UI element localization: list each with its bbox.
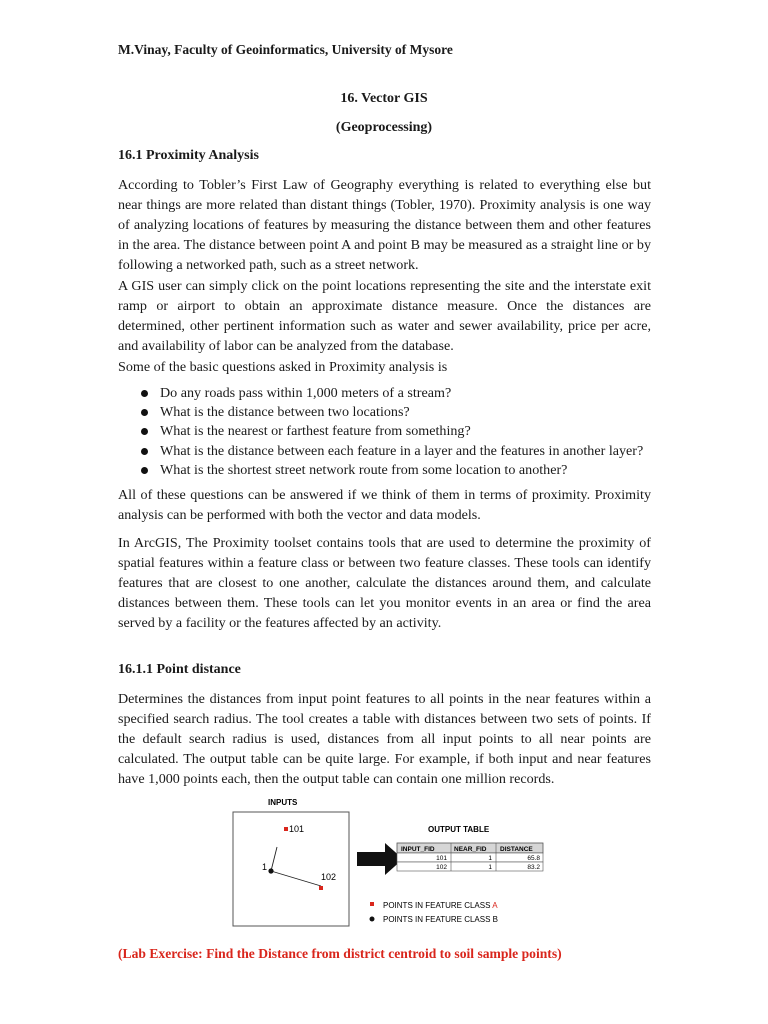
class-a-point-101 (284, 827, 288, 831)
table-cell: 1 (488, 855, 492, 862)
inputs-label: INPUTS (268, 798, 298, 807)
point-101-label: 101 (289, 824, 305, 834)
paragraph-point-distance: Determines the distances from input point features to all points in the near features within a specified search radius. The tool creates a table with distances between two sets of points. If the default search radius is used, distances from all input points to all near points are calculated. The output table can be quite large. For example, if both input and near features have 1,000 points each, then the output table can contain one million records. (118, 691, 651, 787)
list-item: What is the shortest street network route from some location to another? (118, 461, 678, 480)
bullet-icon (141, 428, 148, 435)
bullet-icon (141, 409, 148, 416)
legend-class-a: POINTS IN FEATURE CLASS A (383, 901, 498, 910)
table-cell: 101 (436, 855, 447, 862)
section-heading: 16.1 Proximity Analysis (118, 148, 259, 163)
class-a-point-102 (319, 886, 323, 890)
page-header: M.Vinay, Faculty of Geoinformatics, University of Mysore (118, 42, 453, 57)
table-cell: 65.8 (527, 855, 540, 862)
chapter-subtitle: (Geoprocessing) (335, 120, 433, 135)
column-header-input-fid: INPUT_FID (401, 846, 435, 853)
point-102-label: 102 (321, 872, 337, 882)
table-cell: 1 (488, 864, 492, 871)
list-item: What is the nearest or farthest feature from something? (118, 422, 678, 441)
point-1-label: 1 (262, 862, 268, 872)
lab-exercise-note: (Lab Exercise: Find the Distance from district centroid to soil sample points) (118, 946, 562, 961)
subsection-heading: 16.1.1 Point distance (118, 662, 241, 677)
questions-list (118, 384, 678, 480)
paragraph-questions-intro: Some of the basic questions asked in Proximity analysis is (118, 359, 448, 375)
bullet-icon (141, 448, 148, 455)
list-item: What is the distance between two locations? (118, 403, 678, 422)
bullet-icon (141, 390, 148, 397)
bullet-icon (141, 467, 148, 474)
column-header-near-fid: NEAR_FID (454, 846, 487, 853)
arrow-right-icon (357, 843, 403, 875)
list-item: Do any roads pass within 1,000 meters of a stream? (118, 384, 678, 403)
paragraph-tobler: According to Tobler’s First Law of Geography everything is related to everything else but near things are more related than distant things (Tobler, 1970). Proximity analysis is one way of analyzing locations of features by measuring the distance between them and other features in the area. The distance between point A and point B may be measured as a straight line or by following a networked path, such as a street network. (118, 177, 651, 273)
paragraph-proximity-models: All of these questions can be answered if we think of them in terms of proximity. Proximity analysis can be performed with both the vector and data models. (118, 487, 651, 523)
legend-class-a-icon (370, 902, 374, 906)
legend-class-b-icon (370, 917, 375, 922)
column-header-distance: DISTANCE (500, 846, 533, 853)
list-item: What is the distance between each feature in a layer and the features in another layer? (118, 442, 678, 461)
paragraph-arcgis-toolset: In ArcGIS, The Proximity toolset contains tools that are used to determine the proximity of spatial features within a feature class or between two feature classes. These tools can identify features that are closest to one another, calculate the distances around them, and calculate distances between them. These tools can let you monitor events in an area or find the area served by a facility or the features affected by an activity. (118, 535, 651, 631)
chapter-title: 16. Vector GIS (340, 91, 428, 106)
table-cell: 102 (436, 864, 447, 871)
table-row (397, 862, 543, 871)
class-b-point-1 (268, 868, 273, 873)
legend-class-b: POINTS IN FEATURE CLASS B (383, 915, 498, 924)
table-cell: 83.2 (527, 864, 540, 871)
point-distance-figure (225, 792, 585, 932)
paragraph-gis-user: A GIS user can simply click on the point locations representing the site and the interstate exit ramp or airport to obtain an approximate distance measure. Once the distances are determined, other pertinent information such as water and sewer availability, price per acre, and availability of labor can be analyzed from the database. (118, 278, 651, 354)
output-table-title: OUTPUT TABLE (428, 825, 490, 834)
table-row (397, 853, 543, 862)
